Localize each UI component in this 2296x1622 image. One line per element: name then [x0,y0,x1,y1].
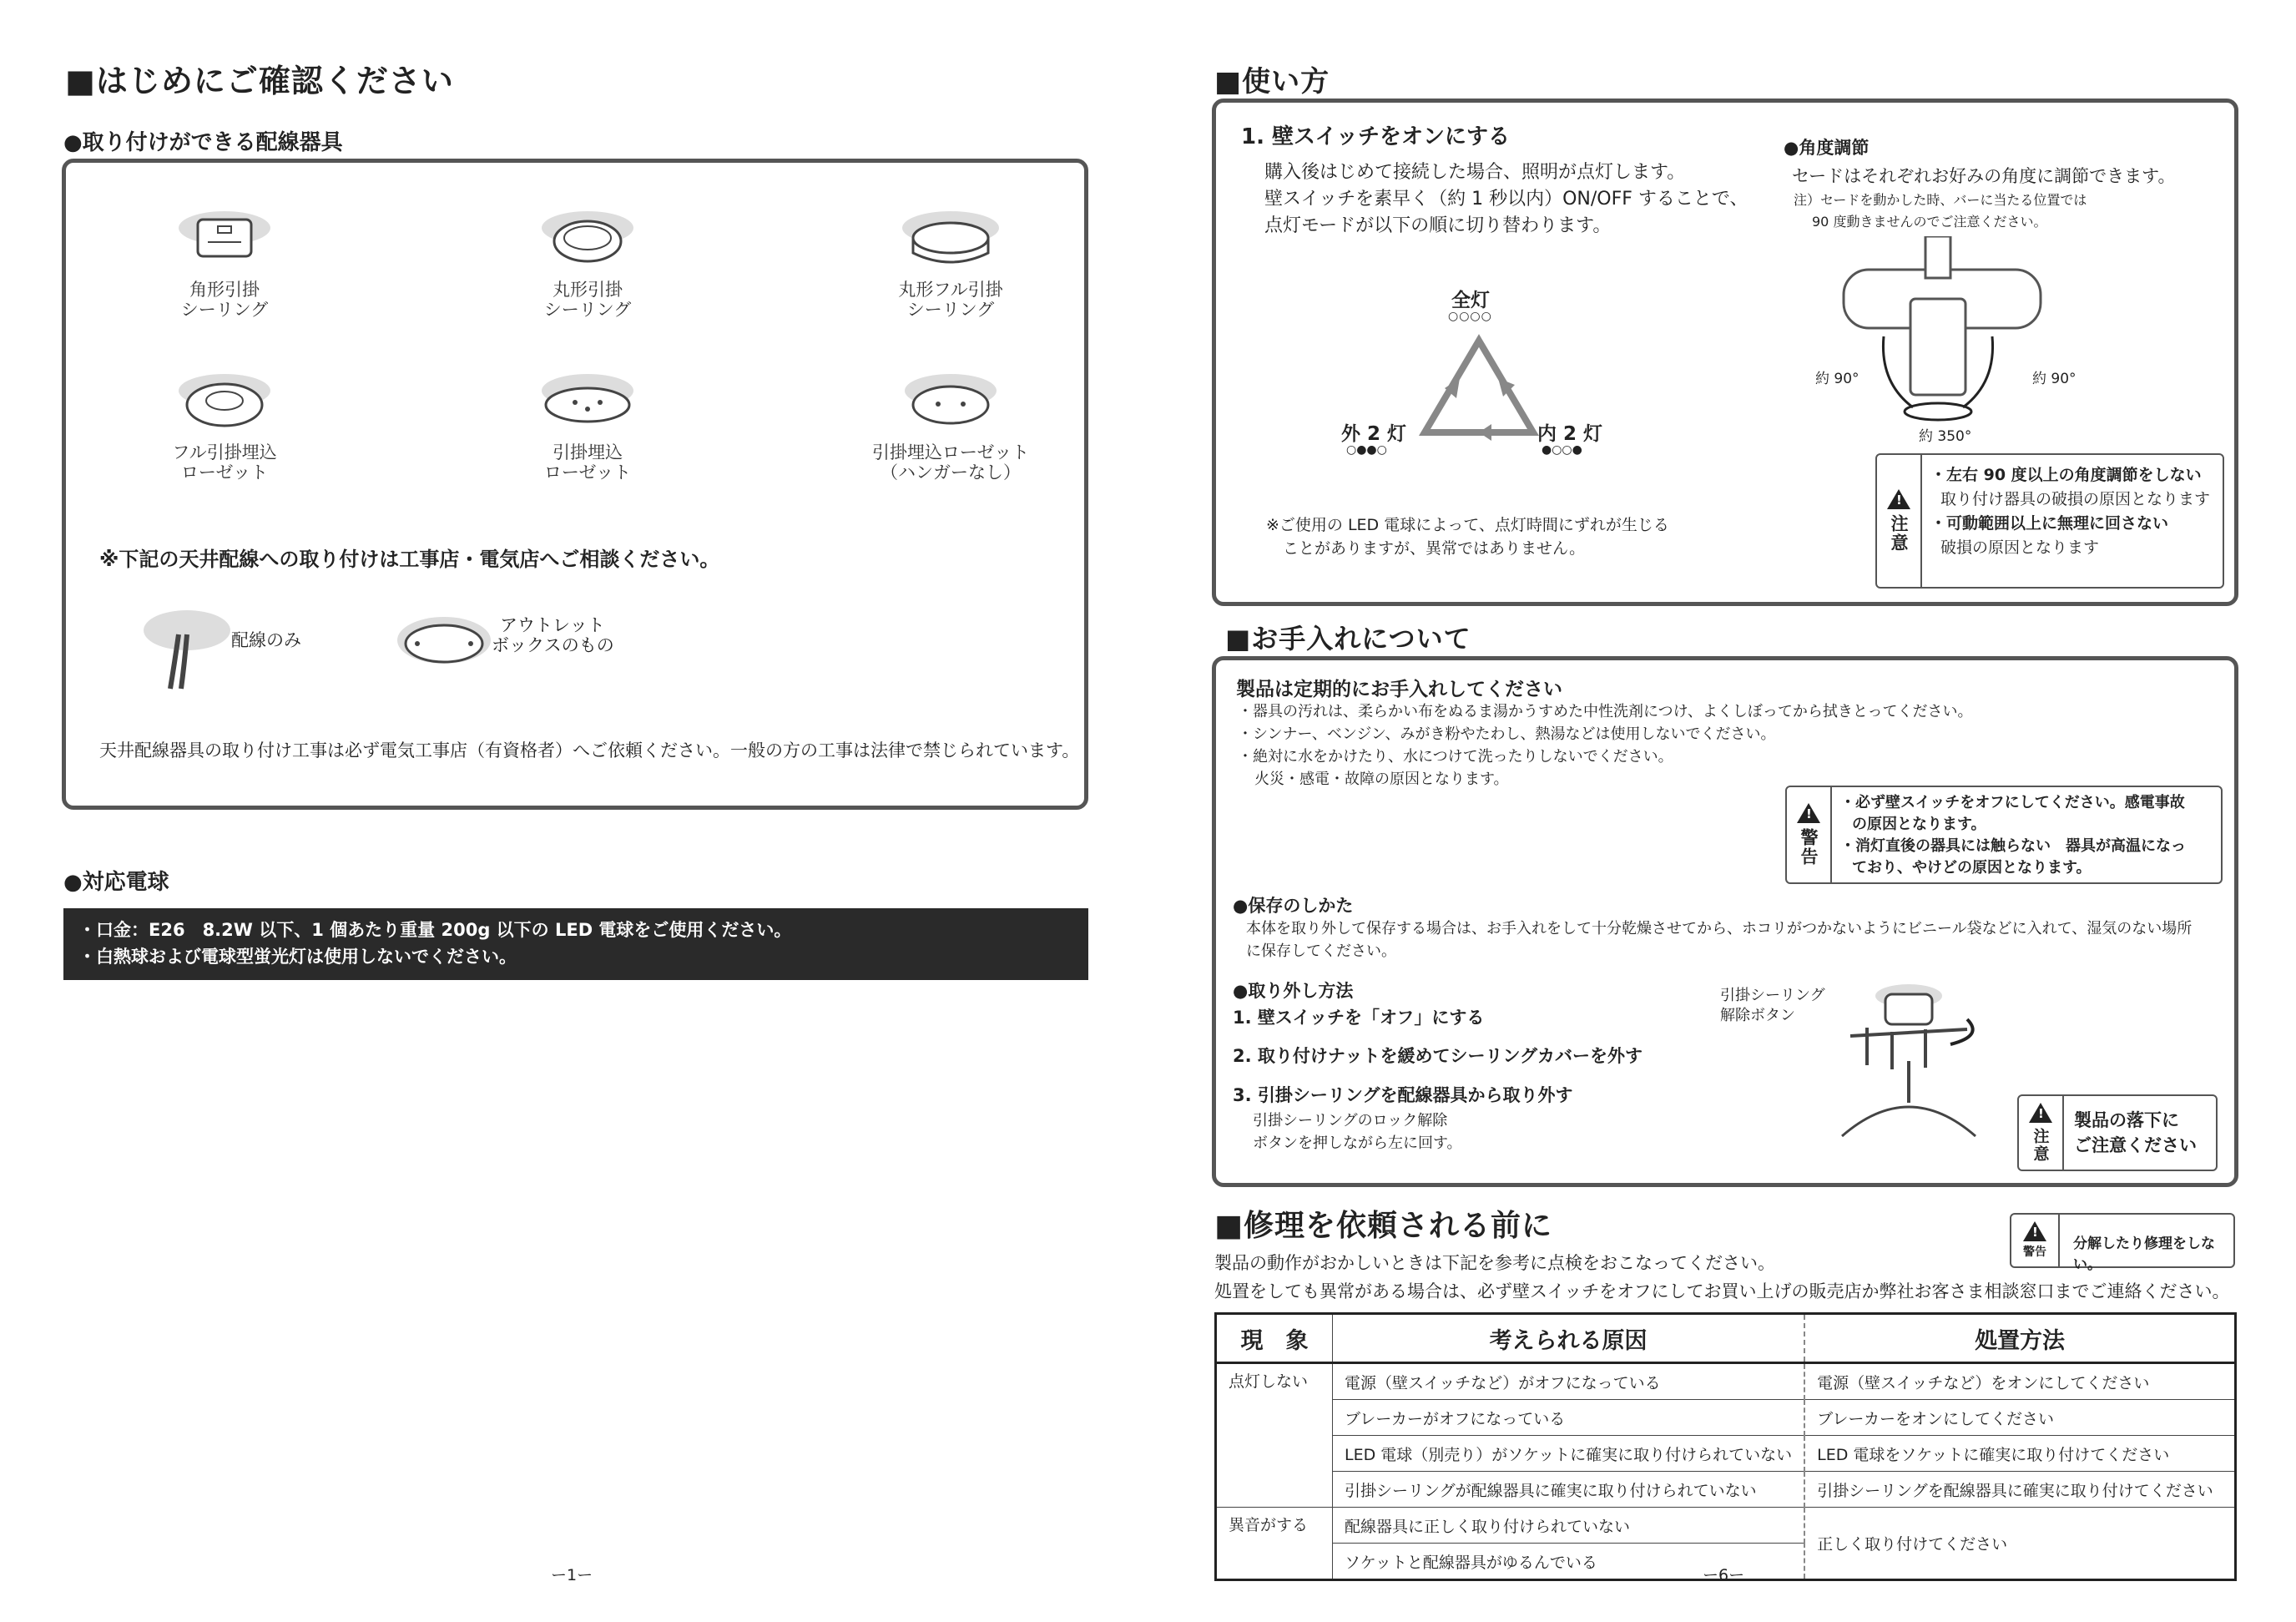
embedded-rosette-no-hanger-icon [896,367,1005,434]
storage-text: 本体を取り外して保存する場合は、お手入れをして十分乾燥させてから、ホコリがつかないようにビニール袋などに入れて、湿気のない場所 に保存してください。 [1246,920,2193,960]
mode-inner-label: 内 2 灯 [1537,423,1603,445]
mode-all-dots: ○○○○ [1448,310,1492,323]
drop-caution-text: 製品の落下に ご注意ください [2074,1110,2197,1155]
symptom-noise: 異音がする [1216,1508,1333,1580]
care-box [1212,656,2238,1187]
usage-box [1212,99,2238,606]
warning-triangle-icon [1887,489,1910,509]
col-cause: 考えられる原因 [1333,1314,1805,1363]
ceiling-removal-diagram [1825,978,2009,1170]
warning-badge: ! 警告 [1787,787,1832,882]
table-row: 引掛シーリングを配線器具に確実に取り付けてください [1804,1472,2235,1508]
caution-badge: ! 注意 [1877,455,1922,587]
usage-desc: 購入後はじめて接続した場合、照明が点灯します。 壁スイッチを素早く（約 1 秒以内）ON/OFF することで、 点灯モードが以下の順に切り替わります。 [1264,162,1748,236]
right-page-number: ー6ー [1703,1566,1745,1584]
bulb-line-2: ・白熱球および電球型蛍光灯は使用しないでください。 [78,947,517,967]
fixture-label-1: 角形引掛 シーリング [180,280,269,320]
usage-note: ※ご使用の LED 電球によって、点灯時間にずれが生じる ことがありますが、異常ではありません。 [1266,516,1669,558]
care-heading: 製品は定期的にお手入れしてください [1236,679,1562,700]
angle-note: 注）セードを動かした時、バーに当たる位置では 90 度動きませんのでご注意ください。 [1794,192,2087,230]
mode-outer-label: 外 2 灯 [1341,423,1407,445]
drop-caution-box [2017,1094,2218,1171]
troubleshooting-table [1214,1312,2237,1581]
angle-caution-text: ・左右 90 度以上の角度調節をしない 取り付け器具の破損の原因となります ・可動範囲以上に無理に回さない 破損の原因となります [1930,466,2211,557]
fixture-label-2: 丸形引掛 シーリング [543,280,632,320]
wire-only-label: 配線のみ [231,630,301,650]
remove-step-3-detail: 引掛シーリングのロック解除 ボタンを押しながら左に回す。 [1253,1112,1462,1152]
square-ceiling-icon [174,205,275,271]
mode-all-label: 全灯 [1451,290,1490,311]
table-row: 電源（壁スイッチなど）がオフになっている [1333,1363,1805,1400]
fixture-label-4: フル引掛埋込 ローゼット [172,442,277,483]
embedded-rosette-icon [533,367,642,434]
warning-triangle-icon [2023,1221,2046,1241]
angle-left-label: 約 90° [1815,371,1860,387]
fixture-label-6: 引掛埋込ローゼット （ハンガーなし） [871,442,1030,483]
table-row: 正しく取り付けてください [1804,1508,2235,1580]
warning-badge: ! 警告 [2011,1215,2060,1266]
round-full-ceiling-icon [896,205,1005,271]
angle-desc: セードはそれぞれお好みの角度に調節できます。 [1792,166,2176,186]
fixture-label-3: 丸形フル引掛 シーリング [898,280,1003,320]
left-page-number: ー1ー [551,1566,593,1584]
remove-step-2: 2. 取り付けナットを緩めてシーリングカバーを外す [1233,1046,1643,1066]
fixtures-heading: ●取り付けができる配線器具 [63,130,343,155]
round-ceiling-icon [537,205,638,271]
table-row: ブレーカーをオンにしてください [1804,1400,2235,1436]
caution-badge: ! 注意 [2019,1096,2064,1170]
wire-only-icon [141,605,241,697]
table-row: 配線器具に正しく取り付けられていない [1333,1508,1805,1544]
table-row: 電源（壁スイッチなど）をオンにしてください [1804,1363,2235,1400]
table-row: ブレーカーがオフになっている [1333,1400,1805,1436]
release-button-label: 引掛シーリング 解除ボタン [1720,987,1825,1024]
table-row: ソケットと配線器具がゆるんでいる [1333,1544,1805,1580]
fixtures-notice: ※下記の天井配線への取り付けは工事店・電気店へご相談ください。 [99,548,720,571]
care-bullets: ・器具の汚れは、柔らかい布をぬるま湯かうすめた中性洗剤につけ、よくしぼってから拭きとってください。 ・シンナー、ベンジン、みがき粉やたわし、熱湯などは使用しないでください。 ・絶対に水をかけたり、水につけて洗ったりしないでください。 火災・感電・故障の原因となります。 [1238,703,1973,788]
warning-triangle-icon [2029,1103,2052,1123]
fixtures-box [62,159,1088,810]
repair-title: ■修理を依頼される前に [1214,1209,1553,1243]
mode-inner-dots: ●○○● [1542,443,1582,457]
mode-cycle-triangle-icon [1416,328,1542,445]
fixtures-footer: 天井配線器具の取り付け工事は必ず電気工事店（有資格者）へご依頼ください。一般の方の工事は法律で禁じられています。 [99,740,1080,760]
bulb-heading: ●対応電球 [63,870,169,895]
remove-step-1: 1. 壁スイッチを「オフ」にする [1233,1008,1485,1028]
care-warning-box [1785,786,2223,884]
fixture-label-5: 引掛埋込 ローゼット [543,442,632,483]
usage-step-1: 1. 壁スイッチをオンにする [1241,124,1510,149]
usage-title: ■使い方 [1214,65,1330,99]
repair-warning-text: 分解したり修理をしない。 [2073,1235,2215,1273]
outlet-box-icon [396,614,496,672]
left-page-title: ■はじめにご確認ください [65,63,454,99]
angle-heading: ●角度調節 [1784,138,1870,158]
table-row: LED 電球をソケットに確実に取り付けてください [1804,1436,2235,1472]
bulb-line-1: ・口金：E26 8.2W 以下、1 個あたり重量 200g 以下の LED 電球をご使用ください。 [78,920,792,940]
repair-intro: 製品の動作がおかしいときは下記を参考に点検をおこなってください。 処置をしても異常がある場合は、必ず壁スイッチをオフにしてお買い上げの販売店か弊社お客さま相談窓口までご連絡ください。 [1214,1253,2230,1301]
angle-right-label: 約 90° [2032,371,2076,387]
symptom-no-light: 点灯しない [1216,1363,1333,1508]
shade-angle-diagram [1834,236,2051,428]
warning-triangle-icon [1797,803,1820,823]
care-title: ■お手入れについて [1225,623,1471,654]
bulb-notice-bar [63,908,1088,980]
table-row: 引掛シーリングが配線器具に確実に取り付けられていない [1333,1472,1805,1508]
mode-outer-dots: ○●●○ [1346,443,1387,457]
col-fix: 処置方法 [1804,1314,2235,1363]
full-embedded-rosette-icon [174,367,275,434]
remove-step-3: 3. 引掛シーリングを配線器具から取り外す [1233,1085,1573,1105]
col-symptom: 現 象 [1216,1314,1333,1363]
angle-rotation-label: 約 350° [1919,428,1972,445]
table-row: LED 電球（別売り）がソケットに確実に取り付けられていない [1333,1436,1805,1472]
care-warning-text: ・必ず壁スイッチをオフにしてください。感電事故 の原因となります。 ・消灯直後の器具には触らない 器具が高温になっ ており、やけどの原因となります。 [1840,794,2186,877]
remove-heading: ●取り外し方法 [1233,981,1354,1001]
angle-caution-box [1875,453,2224,589]
outlet-box-label: アウトレット ボックスのもの [492,615,614,655]
storage-heading: ●保存のしかた [1233,896,1354,916]
